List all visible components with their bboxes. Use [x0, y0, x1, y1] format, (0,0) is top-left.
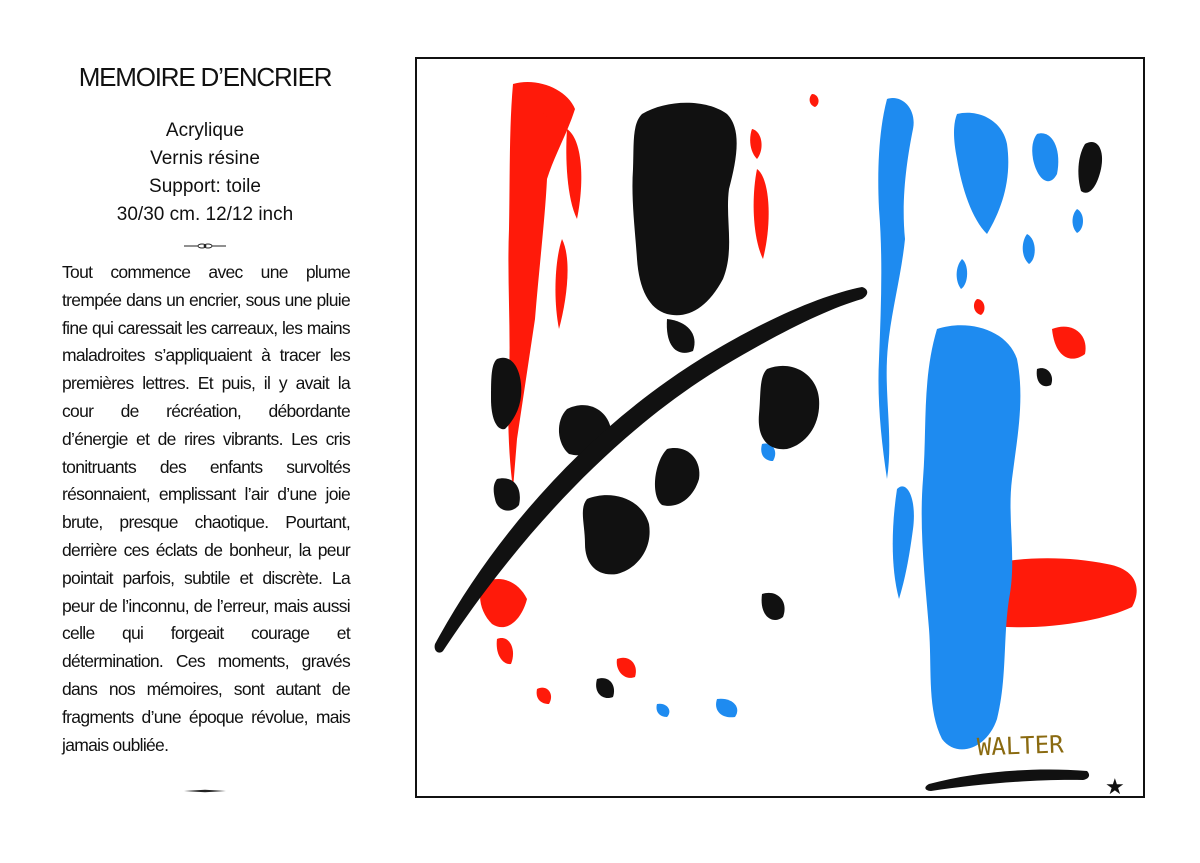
artwork-title: MEMOIRE D’ENCRIER [78, 62, 332, 92]
star-icon: ★ [1105, 775, 1125, 796]
artwork-description: Tout commence avec une plume trempée dans un encrier, sous une pluie fine qui caressait les carreaux, les mains maladroites s’appliquaient à tracer les premières lettres. Et puis, il y avait la cour de récréation, débordante d’énergie et de rires vibrants. Les cris tonitruants des enfants survoltés résonnaient, emplissant l’air d’une joie brute, presque chaotique. Pourtant, derrière ces éclats de bonheur, la peur pointait parfois, subtile et discrète. La peur de l’inconnu, de l’erreur, mais aussi celle qui forgeait courage et détermination. Ces moments, gravés dans nos mémoires, sont autant de fragments d’une époque révolue, mais jamais oubliée. [62, 262, 350, 755]
spec-support: Support: toile [149, 176, 261, 197]
spec-medium: Acrylique [165, 120, 245, 141]
artwork-specs [60, 117, 350, 229]
spec-varnish: Vernis résine [150, 148, 260, 169]
abstract-painting-image [417, 59, 1143, 796]
spec-dimensions: 30/30 cm. 12/12 inch [116, 204, 294, 225]
artwork-frame [415, 57, 1145, 798]
ornament-end-icon [184, 788, 226, 794]
artist-signature: WALTER [976, 730, 1065, 762]
ornament-divider-icon [184, 243, 226, 249]
